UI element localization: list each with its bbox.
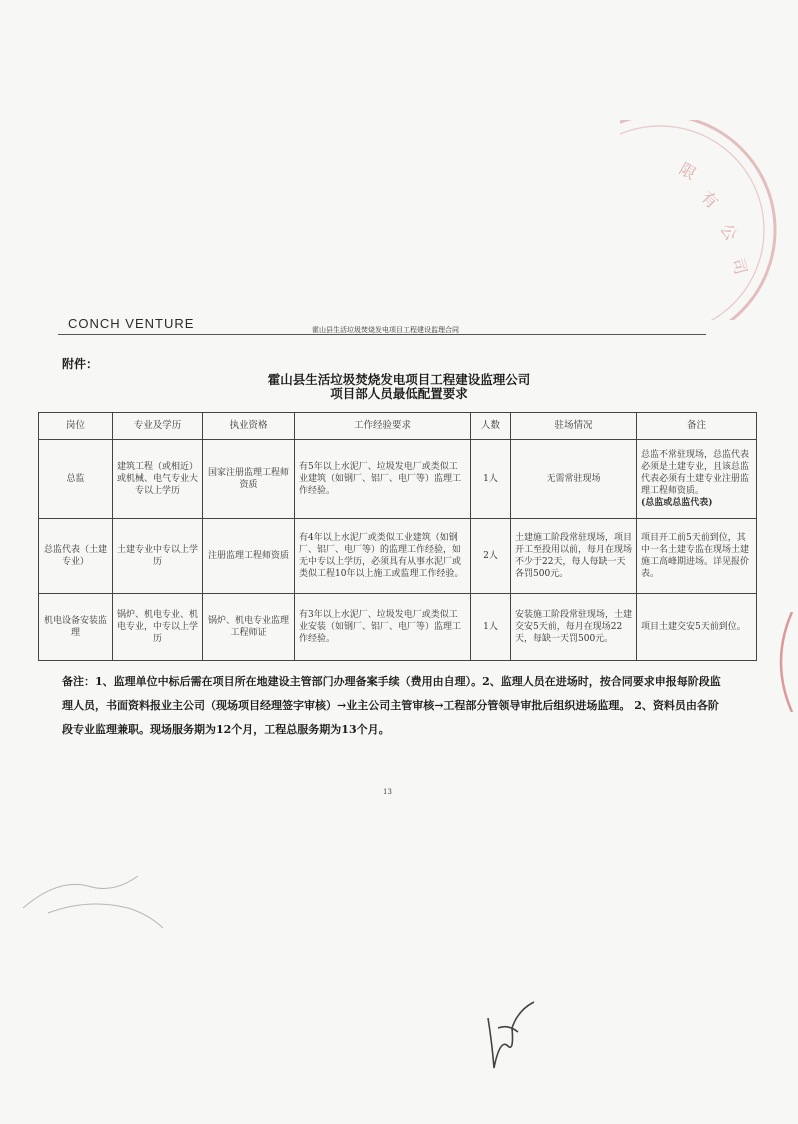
cell-note: 项目土建交安5天前到位。 xyxy=(637,594,757,661)
table-header-row xyxy=(39,413,757,440)
svg-text:司: 司 xyxy=(728,256,751,277)
remarks-paragraph: 备注：1、监理单位中标后需在项目所在地建设主管部门办理备案手续（费用由自理）。2、监理人员在进场时，按合同要求申报每阶段监理人员，书面资料报业主公司（现场项目经理签字审核）→业主公司主管审核→工程部分管领导审批后组织进场监理。 2、资料员由各阶段专业监理兼职。现场服务期为12个月，工程总服务期为13个月。 xyxy=(62,675,721,736)
cell-position: 机电设备安装监理 xyxy=(39,594,113,661)
header-onsite: 驻场情况 xyxy=(511,413,637,440)
cell-major: 锅炉、机电专业、机电专业，中专以上学历 xyxy=(113,594,203,661)
cell-major: 土建专业中专以上学历 xyxy=(113,519,203,594)
page-number: 13 xyxy=(383,788,392,796)
header-qualification: 执业资格 xyxy=(203,413,295,440)
cell-qualification: 国家注册监理工程师资质 xyxy=(203,440,295,519)
table-row xyxy=(39,519,757,594)
cell-onsite: 安装施工阶段常驻现场，土建交安5天前，每月在现场22天，每缺一天罚500元。 xyxy=(511,594,637,661)
cell-qualification: 锅炉、机电专业监理工程师证 xyxy=(203,594,295,661)
pen-scribble-mark xyxy=(18,868,168,948)
cell-experience: 有5年以上水泥厂、垃圾发电厂或类似工业建筑（如钢厂、铝厂、电厂等）监理工作经验。 xyxy=(295,440,471,519)
attachment-label: 附件： xyxy=(62,357,99,371)
header-experience: 工作经验要求 xyxy=(295,413,471,440)
cell-qualification: 注册监理工程师资质 xyxy=(203,519,295,594)
edge-seal-mark xyxy=(762,612,798,712)
cell-count: 1人 xyxy=(471,440,511,519)
svg-text:限: 限 xyxy=(676,159,700,184)
note-text: 总监不常驻现场，总监代表必须是土建专业，且该总监代表必须有土建专业注册监理工程师资质。 xyxy=(641,450,750,496)
svg-text:有: 有 xyxy=(697,187,722,213)
cell-note xyxy=(637,440,757,519)
header-note: 备注 xyxy=(637,413,757,440)
table-row xyxy=(39,440,757,519)
staffing-requirements-table xyxy=(38,412,757,661)
header-major: 专业及学历 xyxy=(113,413,203,440)
company-seal xyxy=(620,120,798,320)
cell-onsite: 土建施工阶段常驻现场，项目开工至投用以前，每月在现场不少于22天，每人每缺一天各罚500元。 xyxy=(511,519,637,594)
note-bold-text: (总监或总监代表) xyxy=(641,498,713,508)
cell-experience: 有4年以上水泥厂或类似工业建筑（如钢厂、铝厂、电厂等）的监理工作经验，如无中专以上学历，必须具有从事水泥厂或类似工程10年以上施工或监理工作经验。 xyxy=(295,519,471,594)
header-contract-name: 霍山县生活垃圾焚烧发电项目工程建设监理合同 xyxy=(312,326,459,334)
cell-position: 总监代表（土建专业） xyxy=(39,519,113,594)
cell-position: 总监 xyxy=(39,440,113,519)
header-position: 岗位 xyxy=(39,413,113,440)
cell-onsite: 无需常驻现场 xyxy=(511,440,637,519)
document-title: 霍山县生活垃圾焚烧发电项目工程建设监理公司 xyxy=(267,372,531,387)
document-subtitle: 项目部人员最低配置要求 xyxy=(330,386,468,401)
handwritten-signature xyxy=(478,998,548,1078)
header-count: 人数 xyxy=(471,413,511,440)
header-divider xyxy=(58,334,706,335)
svg-text:公: 公 xyxy=(716,220,741,244)
cell-experience: 有3年以上水泥厂、垃圾发电厂或类似工业安装（如钢厂、铝厂、电厂等）监理工作经验。 xyxy=(295,594,471,661)
cell-major: 建筑工程（或相近）或机械、电气专业大专以上学历 xyxy=(113,440,203,519)
table-row xyxy=(39,594,757,661)
cell-count: 2人 xyxy=(471,519,511,594)
brand-logo-text: CONCH VENTURE xyxy=(68,316,195,331)
cell-count: 1人 xyxy=(471,594,511,661)
cell-note: 项目开工前5天前到位，其中一名土建专监在现场土建施工高峰期进场。详见报价表。 xyxy=(637,519,757,594)
